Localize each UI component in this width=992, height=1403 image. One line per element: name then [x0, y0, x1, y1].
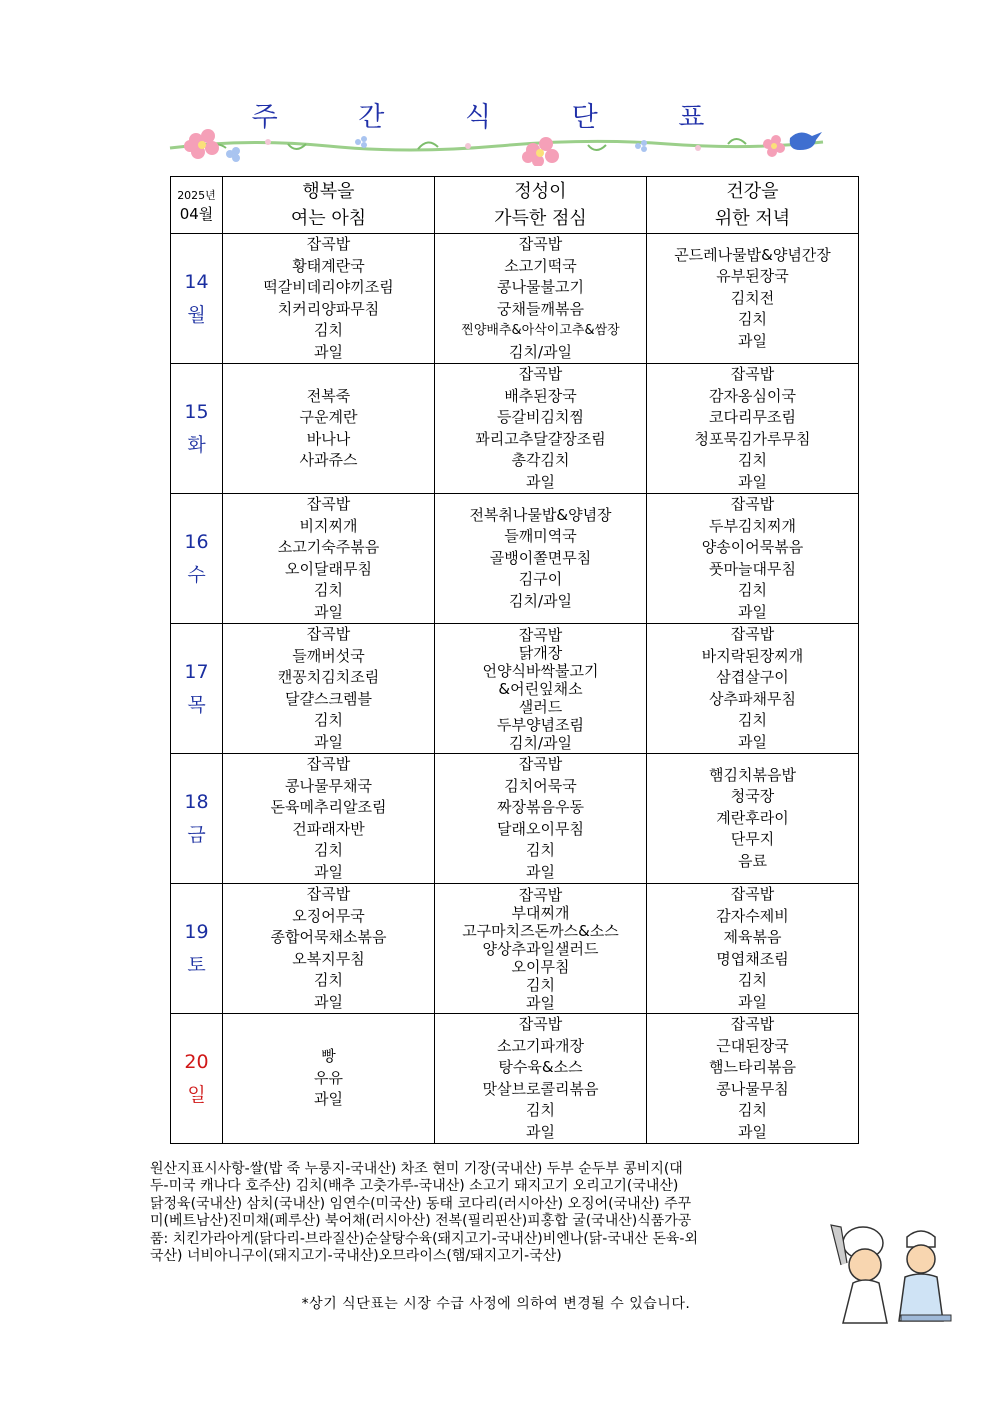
- weekly-menu-table: [170, 176, 859, 1144]
- menu-item: 단무지: [730, 830, 775, 849]
- menu-item: 과일: [526, 1122, 555, 1141]
- menu-item: 두부김치찌개: [709, 516, 796, 535]
- menu-item: 돈육메추리알조림: [270, 798, 387, 816]
- menu-item: 콩나물불고기: [497, 278, 584, 296]
- day-weekday: 수: [187, 563, 206, 586]
- menu-item: 오징어무국: [292, 906, 365, 925]
- origin-note-line: 원산지표시사항-쌀(밥 죽 누룽지-국내산) 차조 현미 기장(국내산) 두부 순두부 콩비지(대: [150, 1161, 683, 1177]
- menu-item: 건파래자반: [292, 819, 365, 838]
- menu-item: 과일: [738, 732, 767, 751]
- menu-item: 꽈리고추달걀장조림: [475, 429, 606, 448]
- menu-item: 잡곡밥: [306, 495, 351, 513]
- menu-item: 잡곡밥: [306, 885, 351, 903]
- menu-item: 김치: [738, 581, 767, 599]
- menu-item: 감자옹심이국: [709, 386, 796, 405]
- menu-item: 찐양배추&아삭이고추&쌈장: [461, 323, 620, 338]
- table-row: [171, 1014, 859, 1144]
- breakfast-cell: [223, 754, 435, 884]
- menu-item: 배추된장국: [504, 386, 577, 405]
- origin-note-line: 닭정육(국내산) 삼치(국내산) 임연수(미국산) 동태 코다리(러시아산) 오징어(국내산) 주꾸: [150, 1195, 692, 1212]
- breakfast-cell: [223, 234, 435, 364]
- menu-item: 콩나물무침: [716, 1079, 789, 1098]
- origin-note-line: 품: 치킨가라아게(닭다리-브라질산)순살탕수육(돼지고기-국내산)비엔나(닭-국내산 돈육-외: [150, 1230, 698, 1247]
- menu-item: 황태계란국: [292, 256, 365, 275]
- menu-item: 오이달래무침: [285, 559, 372, 578]
- header-year: 2025년: [177, 189, 216, 202]
- menu-item: 과일: [314, 992, 343, 1011]
- table-row: [171, 624, 859, 754]
- menu-item: 궁채들깨볶음: [497, 299, 584, 318]
- menu-item: 오복지무침: [292, 949, 365, 968]
- day-label: [171, 494, 223, 624]
- menu-item: 오이무침: [511, 957, 570, 976]
- menu-item: 김치: [738, 711, 767, 729]
- menu-item: 김치: [738, 451, 767, 469]
- menu-item: 우유: [314, 1068, 343, 1087]
- table-header-row: [171, 177, 859, 234]
- origin-note-line: 국산) 너비아니구이(돼지고기-국내산)오므라이스(햄/돼지고기-국산): [150, 1248, 562, 1265]
- origin-notes: [150, 1161, 852, 1265]
- day-date: 17: [184, 660, 209, 683]
- table-row: [171, 884, 859, 1014]
- day-weekday: 금: [187, 823, 206, 846]
- menu-item: 샐러드: [518, 697, 563, 716]
- header-dinner-line1: 건강을: [726, 181, 779, 202]
- menu-item: 과일: [314, 1090, 343, 1109]
- menu-item: 김치/과일: [508, 591, 572, 610]
- menu-item: 구운계란: [299, 408, 358, 426]
- dinner-cell: [647, 1014, 859, 1144]
- dinner-cell: [647, 624, 859, 754]
- day-date: 20: [184, 1050, 209, 1073]
- dinner-cell: [647, 884, 859, 1014]
- menu-item: 김치: [314, 711, 343, 729]
- menu-item: 고구마치즈돈까스&소스: [462, 921, 619, 940]
- day-date: 14: [184, 270, 209, 293]
- menu-item: 김치: [314, 581, 343, 599]
- menu-item: 비지찌개: [299, 516, 358, 535]
- menu-item: 잡곡밥: [518, 235, 563, 253]
- lunch-cell: [435, 494, 647, 624]
- day-label: [171, 1014, 223, 1144]
- header-lunch: [435, 177, 647, 234]
- menu-item: 청국장: [730, 787, 775, 806]
- menu-item: 전복취나물밥&양념장: [469, 505, 612, 524]
- header-dinner-line2: 위한 저녁: [714, 208, 791, 229]
- menu-item: 바나나: [306, 429, 351, 448]
- dinner-cell: [647, 754, 859, 884]
- lunch-cell: [435, 1014, 647, 1144]
- menu-item: 김치전: [730, 288, 775, 307]
- page-title: 주 간 식 단 표: [251, 102, 741, 133]
- menu-item: 과일: [738, 992, 767, 1011]
- menu-item: 종합어묵채소볶음: [270, 928, 387, 946]
- menu-item: 들깨버섯국: [292, 646, 365, 665]
- menu-item: 잡곡밥: [518, 625, 563, 644]
- menu-item: 음료: [738, 851, 767, 870]
- menu-item: 잡곡밥: [518, 885, 563, 904]
- table-row: [171, 364, 859, 494]
- dinner-cell: [647, 494, 859, 624]
- day-weekday: 일: [187, 1083, 206, 1106]
- breakfast-cell: [223, 624, 435, 754]
- table-row: [171, 234, 859, 364]
- menu-item: 들깨미역국: [504, 527, 577, 546]
- menu-item: 과일: [738, 602, 767, 621]
- menu-item: 치커리양파무침: [277, 299, 380, 318]
- menu-item: 잡곡밥: [518, 365, 563, 383]
- breakfast-cell: [223, 1014, 435, 1144]
- menu-item: 탕수육&소스: [498, 1058, 583, 1076]
- table-row: [171, 754, 859, 884]
- menu-item: 닭개장: [518, 643, 563, 662]
- header-lunch-line1: 정성이: [514, 181, 567, 202]
- menu-item: 잡곡밥: [730, 495, 775, 513]
- menu-item: 계란후라이: [716, 808, 789, 827]
- lunch-cell: [435, 364, 647, 494]
- day-label: [171, 884, 223, 1014]
- menu-item: 김치: [526, 975, 555, 994]
- menu-item: 과일: [314, 602, 343, 621]
- menu-item: 청포묵김가루무침: [694, 429, 811, 448]
- menu-item: 햄느타리볶음: [709, 1058, 796, 1076]
- menu-item: 소고기파개장: [497, 1036, 584, 1055]
- menu-item: 두부양념조림: [497, 715, 584, 734]
- menu-item: 과일: [738, 1122, 767, 1141]
- breakfast-cell: [223, 884, 435, 1014]
- menu-item: 콩나물무채국: [285, 776, 372, 795]
- menu-item: 잡곡밥: [306, 235, 351, 253]
- menu-item: 김구이: [518, 570, 563, 589]
- breakfast-cell: [223, 364, 435, 494]
- menu-item: 감자수제비: [716, 906, 789, 925]
- menu-item: 잡곡밥: [730, 625, 775, 643]
- header-breakfast-line1: 행복을: [302, 181, 355, 202]
- menu-item: 김치어묵국: [504, 776, 577, 795]
- origin-note-line: 두-미국 캐나다 호주산) 김치(배추 고춧가루-국내산) 소고기 돼지고기 오리고기(국내산): [150, 1178, 679, 1195]
- header-breakfast: [223, 177, 435, 234]
- menu-item: 김치: [526, 1101, 555, 1119]
- menu-item: 잡곡밥: [730, 1015, 775, 1033]
- menu-item: 맛살브로콜리볶음: [482, 1079, 599, 1098]
- menu-item: 풋마늘대무침: [709, 559, 796, 578]
- day-label: [171, 754, 223, 884]
- day-date: 18: [184, 790, 209, 813]
- day-weekday: 목: [187, 693, 206, 716]
- menu-item: 짜장볶음우동: [497, 798, 584, 816]
- menu-item: 양상추과일샐러드: [482, 939, 599, 958]
- menu-item: 햄김치볶음밥: [709, 765, 796, 784]
- menu-item: 빵: [321, 1047, 336, 1066]
- table-row: [171, 494, 859, 624]
- menu-item: 잡곡밥: [518, 1015, 563, 1033]
- menu-item: 과일: [738, 331, 767, 350]
- flower-vine-decoration: [168, 124, 828, 166]
- lunch-cell: [435, 234, 647, 364]
- menu-item: 양송이어묵볶음: [701, 538, 804, 556]
- menu-item: 코다리무조림: [709, 408, 796, 426]
- header-breakfast-line2: 여는 아침: [290, 208, 367, 229]
- menu-item: 유부된장국: [716, 267, 789, 286]
- origin-note-line: 미(베트남산)진미채(페루산) 북어채(러시아산) 전복(필리핀산)피홍합 굴(국내산)식품가공: [150, 1213, 692, 1230]
- menu-item: 김치: [314, 841, 343, 859]
- menu-item: 상추파채무침: [709, 689, 796, 708]
- day-weekday: 토: [187, 953, 206, 976]
- lunch-cell: [435, 754, 647, 884]
- menu-item: 삼겹살구이: [716, 668, 789, 686]
- menu-item: 전복죽: [306, 386, 351, 405]
- menu-item: 달래오이무침: [497, 819, 584, 838]
- menu-item: 김치/과일: [508, 342, 572, 361]
- menu-item: 소고기숙주볶음: [277, 538, 380, 556]
- menu-item: 골뱅이쫄면무침: [489, 548, 592, 567]
- menu-item: 김치: [738, 971, 767, 989]
- menu-item: 바지락된장찌개: [701, 646, 804, 665]
- day-label: [171, 624, 223, 754]
- menu-item: 명엽채조림: [716, 949, 789, 968]
- menu-item: 잡곡밥: [306, 755, 351, 773]
- menu-item: 사과쥬스: [299, 451, 358, 469]
- menu-item: 잡곡밥: [730, 885, 775, 903]
- header-date: [171, 177, 223, 234]
- menu-item: 잡곡밥: [730, 365, 775, 383]
- day-date: 19: [184, 920, 209, 943]
- menu-item: 캔꽁치김치조림: [277, 668, 380, 686]
- menu-item: 떡갈비데리야끼조림: [263, 278, 394, 296]
- menu-item: 김치/과일: [508, 733, 572, 752]
- dinner-cell: [647, 234, 859, 364]
- menu-item: 과일: [314, 862, 343, 881]
- menu-item: 언양식바싹불고기: [482, 661, 599, 680]
- menu-item: 김치: [314, 971, 343, 989]
- menu-item: 김치: [526, 841, 555, 859]
- menu-item: 달걀스크렘블: [285, 689, 372, 708]
- menu-item: 잡곡밥: [306, 625, 351, 643]
- menu-item: 과일: [526, 472, 555, 491]
- menu-item: 제육볶음: [723, 928, 782, 946]
- day-label: [171, 234, 223, 364]
- chef-illustration: [823, 1205, 953, 1335]
- day-label: [171, 364, 223, 494]
- dinner-cell: [647, 364, 859, 494]
- menu-item: 과일: [526, 862, 555, 881]
- menu-item: 총각김치: [511, 451, 570, 469]
- menu-item: 과일: [314, 342, 343, 361]
- day-date: 15: [184, 400, 209, 423]
- menu-item: 김치: [738, 1101, 767, 1119]
- header-month: 04월: [179, 205, 214, 223]
- breakfast-cell: [223, 494, 435, 624]
- day-date: 16: [184, 530, 209, 553]
- header-lunch-line2: 가득한 점심: [494, 208, 587, 229]
- menu-item: 곤드레나물밥&양념간장: [674, 245, 831, 264]
- menu-item: 과일: [526, 993, 555, 1012]
- disclaimer-text: *상기 식단표는 시장 수급 사정에 의하여 변경될 수 있습니다.: [301, 1296, 691, 1312]
- menu-item: 김치: [738, 310, 767, 329]
- day-weekday: 월: [187, 303, 206, 326]
- menu-item: 과일: [738, 472, 767, 491]
- day-weekday: 화: [187, 433, 206, 456]
- lunch-cell: [435, 624, 647, 754]
- menu-item: 근대된장국: [716, 1036, 789, 1055]
- header-dinner: [647, 177, 859, 234]
- lunch-cell: [435, 884, 647, 1014]
- menu-item: &어린잎채소: [498, 679, 583, 698]
- menu-item: 잡곡밥: [518, 755, 563, 773]
- menu-item: 부대찌개: [511, 903, 570, 922]
- menu-item: 소고기떡국: [504, 256, 577, 275]
- menu-item: 김치: [314, 321, 343, 339]
- menu-item: 과일: [314, 732, 343, 751]
- menu-item: 등갈비김치찜: [497, 408, 584, 426]
